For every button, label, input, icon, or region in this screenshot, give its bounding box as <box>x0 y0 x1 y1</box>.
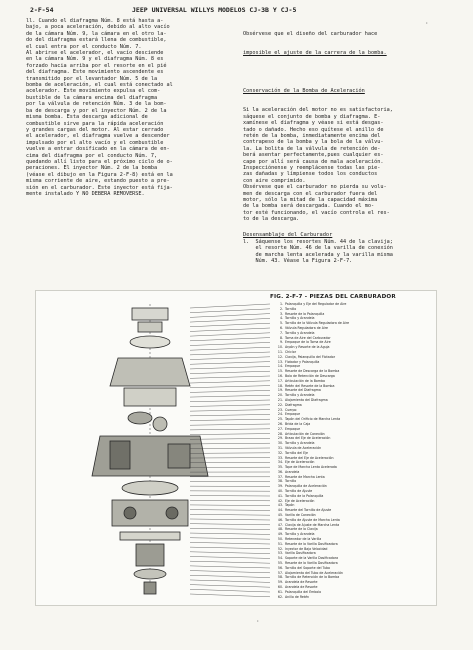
leader-line <box>190 357 270 360</box>
legend-number: 58. <box>277 575 283 580</box>
page-header-number: 2-F-54 <box>30 6 54 14</box>
legend-label: Clavija de Ajuste de Marcha Lenta <box>285 522 340 527</box>
legend-number: 7. <box>279 330 283 335</box>
body-text-line: to de la descarga. <box>243 216 300 223</box>
leader-line <box>190 342 270 345</box>
legend-number: 48. <box>277 527 283 532</box>
legend-label: Tornillo de Retención de la Bomba <box>285 575 340 580</box>
body-text-line: berá asentar perfectamente,pues cualquier es- <box>243 152 384 159</box>
legend-label: Chiclor <box>285 349 297 354</box>
legend-number: 27. <box>277 426 283 431</box>
leader-line <box>190 571 270 573</box>
legend-number: 10. <box>277 345 283 350</box>
body-text-line: de la bomba será descargada. Cuando el mo- <box>243 203 375 210</box>
leader-line <box>190 575 270 577</box>
legend-label: Tornillo <box>285 306 297 311</box>
legend-label: Diafragma <box>285 402 302 407</box>
legend-label: Brida de la Caja <box>285 421 311 426</box>
body-text-line: misma bomba. Esta descarga adicional de <box>26 114 148 121</box>
legend-label: Alojamiento del Diafragma <box>285 397 328 402</box>
legend-label: Resorte de la Clavija <box>285 527 318 532</box>
legend-label: Tope de Marcha Lenta Acelerada <box>285 465 337 470</box>
legend-number: 14. <box>277 364 283 369</box>
legend-number: 38. <box>277 479 283 484</box>
legend-label: Tapón del Orificio de Marcha Lenta <box>285 417 341 422</box>
body-text-line: forzado hacia arriba por el resorte en el pié <box>26 62 167 69</box>
body-text-line: bustible de la cámara encima del diafragma <box>26 94 158 101</box>
body-text-line: misma corriente de aire, estando puesto a pre- <box>26 178 170 185</box>
leader-line <box>190 405 270 407</box>
leader-line <box>190 594 270 597</box>
body-text-line: cima del diafragma por el conducto Núm. 7, <box>26 152 158 159</box>
legend-number: 25. <box>277 417 283 422</box>
leader-line <box>190 309 270 313</box>
body-text-line: retén de la bomba, inmediatamente encima del <box>243 132 381 139</box>
leader-line <box>190 338 270 341</box>
legend-number: 51. <box>277 541 283 546</box>
body-text-line: acelerador. Este movimiento expulsa el com- <box>26 88 161 95</box>
leader-line <box>190 419 270 420</box>
leader-line <box>190 542 270 544</box>
leader-line <box>190 538 270 539</box>
legend-number: 18. <box>277 383 283 388</box>
body-text-line: transmitido por el levantador Núm. 5 de la <box>26 75 158 82</box>
legend-label: Resorte del Eje de Aceleración <box>285 455 334 460</box>
leader-line <box>190 500 270 501</box>
legend-number: 56. <box>277 565 283 570</box>
legend-number: 28. <box>277 431 283 436</box>
legend-number: 4. <box>279 316 283 321</box>
legend-label: Eje de Aceleración <box>285 460 315 465</box>
body-text-line: por la válvula de retención Núm. 3 de la bom- <box>26 101 167 108</box>
legend-number: 42. <box>277 498 283 503</box>
legend-label: Tornillo de la Válvula Reguladora de Aire <box>285 321 350 326</box>
legend-label: Palanquilla y Eje del Regulador de Aire <box>285 302 347 306</box>
legend-number: 16. <box>277 373 283 378</box>
legend-number: 50. <box>277 537 283 542</box>
legend-number: 2. <box>279 306 283 311</box>
body-text-line: tor esté funcionando, el vacío controla el res- <box>243 209 390 216</box>
legend-number: 62. <box>277 594 283 599</box>
leader-line <box>190 395 270 397</box>
legend-label: Brazo del Eje de Aceleración <box>285 436 331 441</box>
body-text-line: y grandes cargas del motor. Al estar cerrado <box>26 126 164 133</box>
leader-line <box>190 376 270 378</box>
legend-label: Arandela de Resorte <box>285 580 318 585</box>
leader-line <box>190 414 270 415</box>
legend-number: 57. <box>277 570 283 575</box>
legend-number: 35. <box>277 465 283 470</box>
legend-number: 59. <box>277 580 283 585</box>
body-text-line: el acelerador, el diafragma vuelve a descender <box>26 133 170 140</box>
legend-label: Flotador y Palanquilla <box>285 359 320 364</box>
body-text-line: ll. Cuando el diafragma Núm. 8 está hasta a- <box>26 18 164 24</box>
legend-number: 41. <box>277 493 283 498</box>
legend-label: Varilla de Conexión <box>285 513 316 518</box>
legend-label: Bola de Retención de Descarga <box>285 373 335 378</box>
legend-label: Resorte del Diafragma <box>285 388 321 393</box>
leader-line <box>190 381 270 383</box>
body-text-line: (véase el dibujo en la Figura 2-F-8) está en la <box>26 171 173 178</box>
legend-label: Cuerpo <box>285 407 297 412</box>
legend-number: 31. <box>277 445 283 450</box>
leader-line <box>190 390 270 392</box>
leader-line <box>190 347 270 350</box>
legend-label: Empaque <box>285 426 301 431</box>
legend-label: Resorte de la Varilla Dosificadora <box>285 561 338 566</box>
legend-label: Soporte de la Varilla Dosificadora <box>285 556 339 561</box>
leader-line <box>190 585 270 588</box>
body-text-line: l. Sáquense los resortes Núm. 44 de la clavija; <box>243 239 393 245</box>
legend-number: 60. <box>277 585 283 590</box>
page-margin-mark: · <box>425 20 429 27</box>
legend-number: 3. <box>279 311 283 316</box>
leader-line <box>190 410 270 412</box>
leader-line <box>190 505 270 506</box>
body-text-line: Inspecciónense y reemplácense todas las pie- <box>243 164 381 171</box>
legend-label: Eje de Aceleración <box>285 498 315 503</box>
legend-label: Alojamiento del Tubo de Aceleración <box>285 570 343 575</box>
body-text-line: en la cámara Núm. 9 y el diafragma Núm. 8 es <box>26 56 164 63</box>
leader-line <box>190 400 270 402</box>
legend-label: Arandela de Resorte <box>285 585 318 590</box>
leader-line <box>190 561 270 563</box>
leader-line <box>190 589 270 592</box>
body-text-line: Obsérvese que el carburador no pierda su volu- <box>243 184 387 191</box>
legend-number: 46. <box>277 517 283 522</box>
legend-number: 52. <box>277 546 283 551</box>
legend-label: Resorte del Tornillo de Ajuste <box>285 508 332 513</box>
legend-number: 49. <box>277 532 283 537</box>
body-text-line: Si la aceleración del motor no es satisfactoria, <box>243 107 393 114</box>
legend-label: Tornillo de Ajuste <box>285 489 313 494</box>
leader-line <box>190 566 270 568</box>
body-text-line: con aire comprimido. <box>243 177 306 184</box>
leader-line <box>190 333 270 336</box>
leader-line <box>190 556 270 558</box>
leader-line <box>190 371 270 373</box>
legend-label: Arandela <box>285 469 300 474</box>
legend-label: Tornillo de la Palanquilla <box>285 493 324 498</box>
legend-label: Varilla Dosificadora <box>285 551 316 556</box>
body-text-line: de marcha lenta acelerada y la varilla misma <box>243 251 393 258</box>
legend-label: Arpón y Resorte de la Aguja <box>285 345 330 350</box>
legend-label: Articulación de la Bomba <box>285 378 325 383</box>
legend-label: Clavija, Palanquilla del Flotador <box>285 354 335 359</box>
legend-number: 33. <box>277 455 283 460</box>
leader-line <box>190 547 270 549</box>
legend-number: 39. <box>277 484 283 489</box>
leader-line <box>190 323 270 327</box>
legend-number: 30. <box>277 441 283 446</box>
legend-number: 11. <box>277 349 283 354</box>
body-text-line: de la cámara Núm. 9, la cámara en el otro la- <box>26 30 167 37</box>
leader-line <box>190 328 270 331</box>
legend-number: 55. <box>277 561 283 566</box>
legend-label: Tornillo de Ajuste de Marcha Lenta <box>285 517 340 522</box>
disassembly-heading: Desensamblaje del Carburador <box>243 232 333 238</box>
body-text-line: vuelve a entrar dosificado en la cámara de en- <box>26 146 170 153</box>
legend-label: Resorte de la Varilla Dosificadora <box>285 541 338 546</box>
body-text-line: zas dañadas y límpiense todos los conductos <box>243 171 378 178</box>
legend-label: Tornillo del Eje <box>285 450 308 455</box>
leader-line <box>190 314 270 318</box>
legend-number: 40. <box>277 489 283 494</box>
legend-number: 1. <box>279 302 283 306</box>
legend-number: 17. <box>277 378 283 383</box>
legend-number: 47. <box>277 522 283 527</box>
legend-label: Tornillo y Arandela <box>285 316 315 321</box>
left-column-text <box>26 18 238 197</box>
legend-number: 45. <box>277 513 283 518</box>
legend-number: 5. <box>279 321 283 326</box>
leader-line <box>190 580 270 582</box>
body-text-line: sión en el carburador. Este inyector está fija- <box>26 184 173 191</box>
body-text-line: Núm. 43. Véase la Figura 2-F-7. <box>243 258 353 265</box>
legend-number: 6. <box>279 325 283 330</box>
legend-number: 34. <box>277 460 283 465</box>
body-text-line: motor, sólo la mitad de la capacidad máxima <box>243 196 378 203</box>
legend-number: 15. <box>277 369 283 374</box>
legend-label: Tornillo y Arandela <box>285 441 315 446</box>
leader-line <box>190 434 270 435</box>
body-text-line: xamínese el diafragma y véase si está desgas- <box>243 120 384 127</box>
conservation-body <box>243 107 451 222</box>
legend-label: Anillo de Retén <box>285 594 310 599</box>
body-text-line: men de descarga con el carburador fuera del <box>243 190 378 197</box>
body-text-line: la. La bolita de la válvula de retención de- <box>243 145 381 152</box>
legend-label: Tapón <box>285 503 295 508</box>
leader-line <box>190 514 270 515</box>
legend-label: Válvula de Aceleración <box>285 445 322 450</box>
leader-line <box>190 510 270 511</box>
legend-label: Articulación de Conexión <box>285 431 325 436</box>
body-text-line: el cual entra por el conducto Núm. 7. <box>26 43 142 50</box>
legend-item <box>274 595 434 600</box>
body-text-line: Al abrirse el acelerador, el vacío desciende <box>26 50 164 57</box>
legend-label: Resorte de Marcha Lenta <box>285 474 325 479</box>
body-text-line: mente instalado Y NO DEBERA REMOVERSE. <box>26 190 145 197</box>
leader-line <box>190 318 270 322</box>
legend-number: 54. <box>277 556 283 561</box>
legend-number: 21. <box>277 397 283 402</box>
legend-number: 23. <box>277 407 283 412</box>
legend-label: Retenedor de la Varilla <box>285 537 322 542</box>
body-text-line: contrapeso de la bomba y la bola de la válvu- <box>243 139 384 146</box>
leader-line <box>190 352 270 355</box>
legend-number: 20. <box>277 393 283 398</box>
legend-number: 24. <box>277 412 283 417</box>
leader-line <box>190 438 270 439</box>
figure-title: FIG. 2-F-7 - PIEZAS DEL CARBURADOR <box>270 294 396 300</box>
legend-label: Inyector de Baja Velocidad <box>285 546 328 551</box>
legend-number: 43. <box>277 503 283 508</box>
legend-number: 53. <box>277 551 283 556</box>
body-text-line: tado o dañado. Hecho eso quítese el anillo de <box>243 126 384 133</box>
right-intro-line-2: imposible el ajuste de la carrera de la bomba. <box>243 50 387 57</box>
body-text-line: bomba de aceleración, el cual está conectado al <box>26 82 173 89</box>
legend-label: Toma de Aire del Carburador <box>285 335 331 340</box>
legend-number: 19. <box>277 388 283 393</box>
body-text-line: quedando allí listo para el próximo ciclo de o- <box>26 158 173 165</box>
leader-line <box>190 533 270 534</box>
body-text-line: del diafragma. Este movimiento ascendente es <box>26 69 164 76</box>
legend-number: 13. <box>277 359 283 364</box>
legend-label: Tornillo y Arandela <box>285 393 315 398</box>
legend-label: Tornillo y Arandela <box>285 330 315 335</box>
leader-line <box>190 443 270 444</box>
legend-label: Tornillo del Soporte del Tubo <box>285 565 330 570</box>
legend-number: 37. <box>277 474 283 479</box>
leader-line <box>190 429 270 430</box>
legend-number: 44. <box>277 508 283 513</box>
legend-label: Tornillo y Arandela <box>285 532 315 537</box>
leader-line <box>190 386 270 388</box>
legend-label: Empaque de la Toma de Aire <box>285 340 331 345</box>
legend-label: Tornillo <box>285 479 297 484</box>
body-text-line: impulsado por el alto vacío y el combustible <box>26 139 164 146</box>
body-text-line: peraciones. El inyector Núm. 2 de la bomba <box>26 165 158 172</box>
legend-label: Resorte de la Palanquilla <box>285 311 325 316</box>
legend-number: 9. <box>279 340 283 345</box>
legend-number: 22. <box>277 402 283 407</box>
body-text-line: el resorte Núm. 46 de la varilla de conexión <box>243 245 393 252</box>
right-column-text <box>243 18 451 229</box>
figure-legend <box>274 302 434 599</box>
legend-label: Palanquilla de Aceleración <box>285 484 327 489</box>
body-text-line: sáquese el conjunto de bomba y diafragma. E- <box>243 113 381 120</box>
leader-line <box>190 552 270 554</box>
disassembly-text <box>243 239 393 265</box>
leader-line <box>190 519 270 520</box>
legend-number: 36. <box>277 469 283 474</box>
legend-number: 12. <box>277 354 283 359</box>
legend-label: Empaque <box>285 364 301 369</box>
page-header-title: JEEP UNIVERSAL WILLYS MODELOS CJ-3B Y CJ-5 <box>132 6 297 14</box>
leader-line <box>190 362 270 365</box>
body-text-line: do del diafragma estará llena de combustible, <box>26 37 167 44</box>
page-margin-mark: · <box>256 618 260 625</box>
legend-label: Retén del Resorte de la Bomba <box>285 383 335 388</box>
right-intro-line-1: Obsérvese que el diseño del carburador hace <box>243 30 378 37</box>
legend-number: 32. <box>277 450 283 455</box>
leader-line <box>190 304 270 308</box>
legend-label: Palanquilla del Émbolo <box>285 589 322 594</box>
leader-line <box>190 424 270 425</box>
legend-number: 26. <box>277 421 283 426</box>
legend-number: 8. <box>279 335 283 340</box>
leader-line <box>190 528 270 529</box>
legend-label: Resorte de Descarga de la Bomba <box>285 369 340 374</box>
leader-line <box>190 366 270 369</box>
body-text-line: bajo, a poca aceleración, debido al alto vacío <box>26 24 170 31</box>
legend-label: Empaque <box>285 412 301 417</box>
leader-line <box>190 524 270 525</box>
body-text-line: combustible sirve para la rápida aceleración <box>26 120 164 127</box>
body-text-line: ba de descarga y por el inyector Núm. 2 de la <box>26 107 167 114</box>
conservation-heading: Conservación de la Bomba de Aceleración <box>243 88 365 95</box>
legend-number: 61. <box>277 589 283 594</box>
carburetor-exploded-drawing <box>40 296 270 602</box>
legend-number: 29. <box>277 436 283 441</box>
legend-label: Válvula Reguladora de Aire <box>285 325 328 330</box>
body-text-line: cape por allí será causa de mala aceleración. <box>243 158 384 165</box>
